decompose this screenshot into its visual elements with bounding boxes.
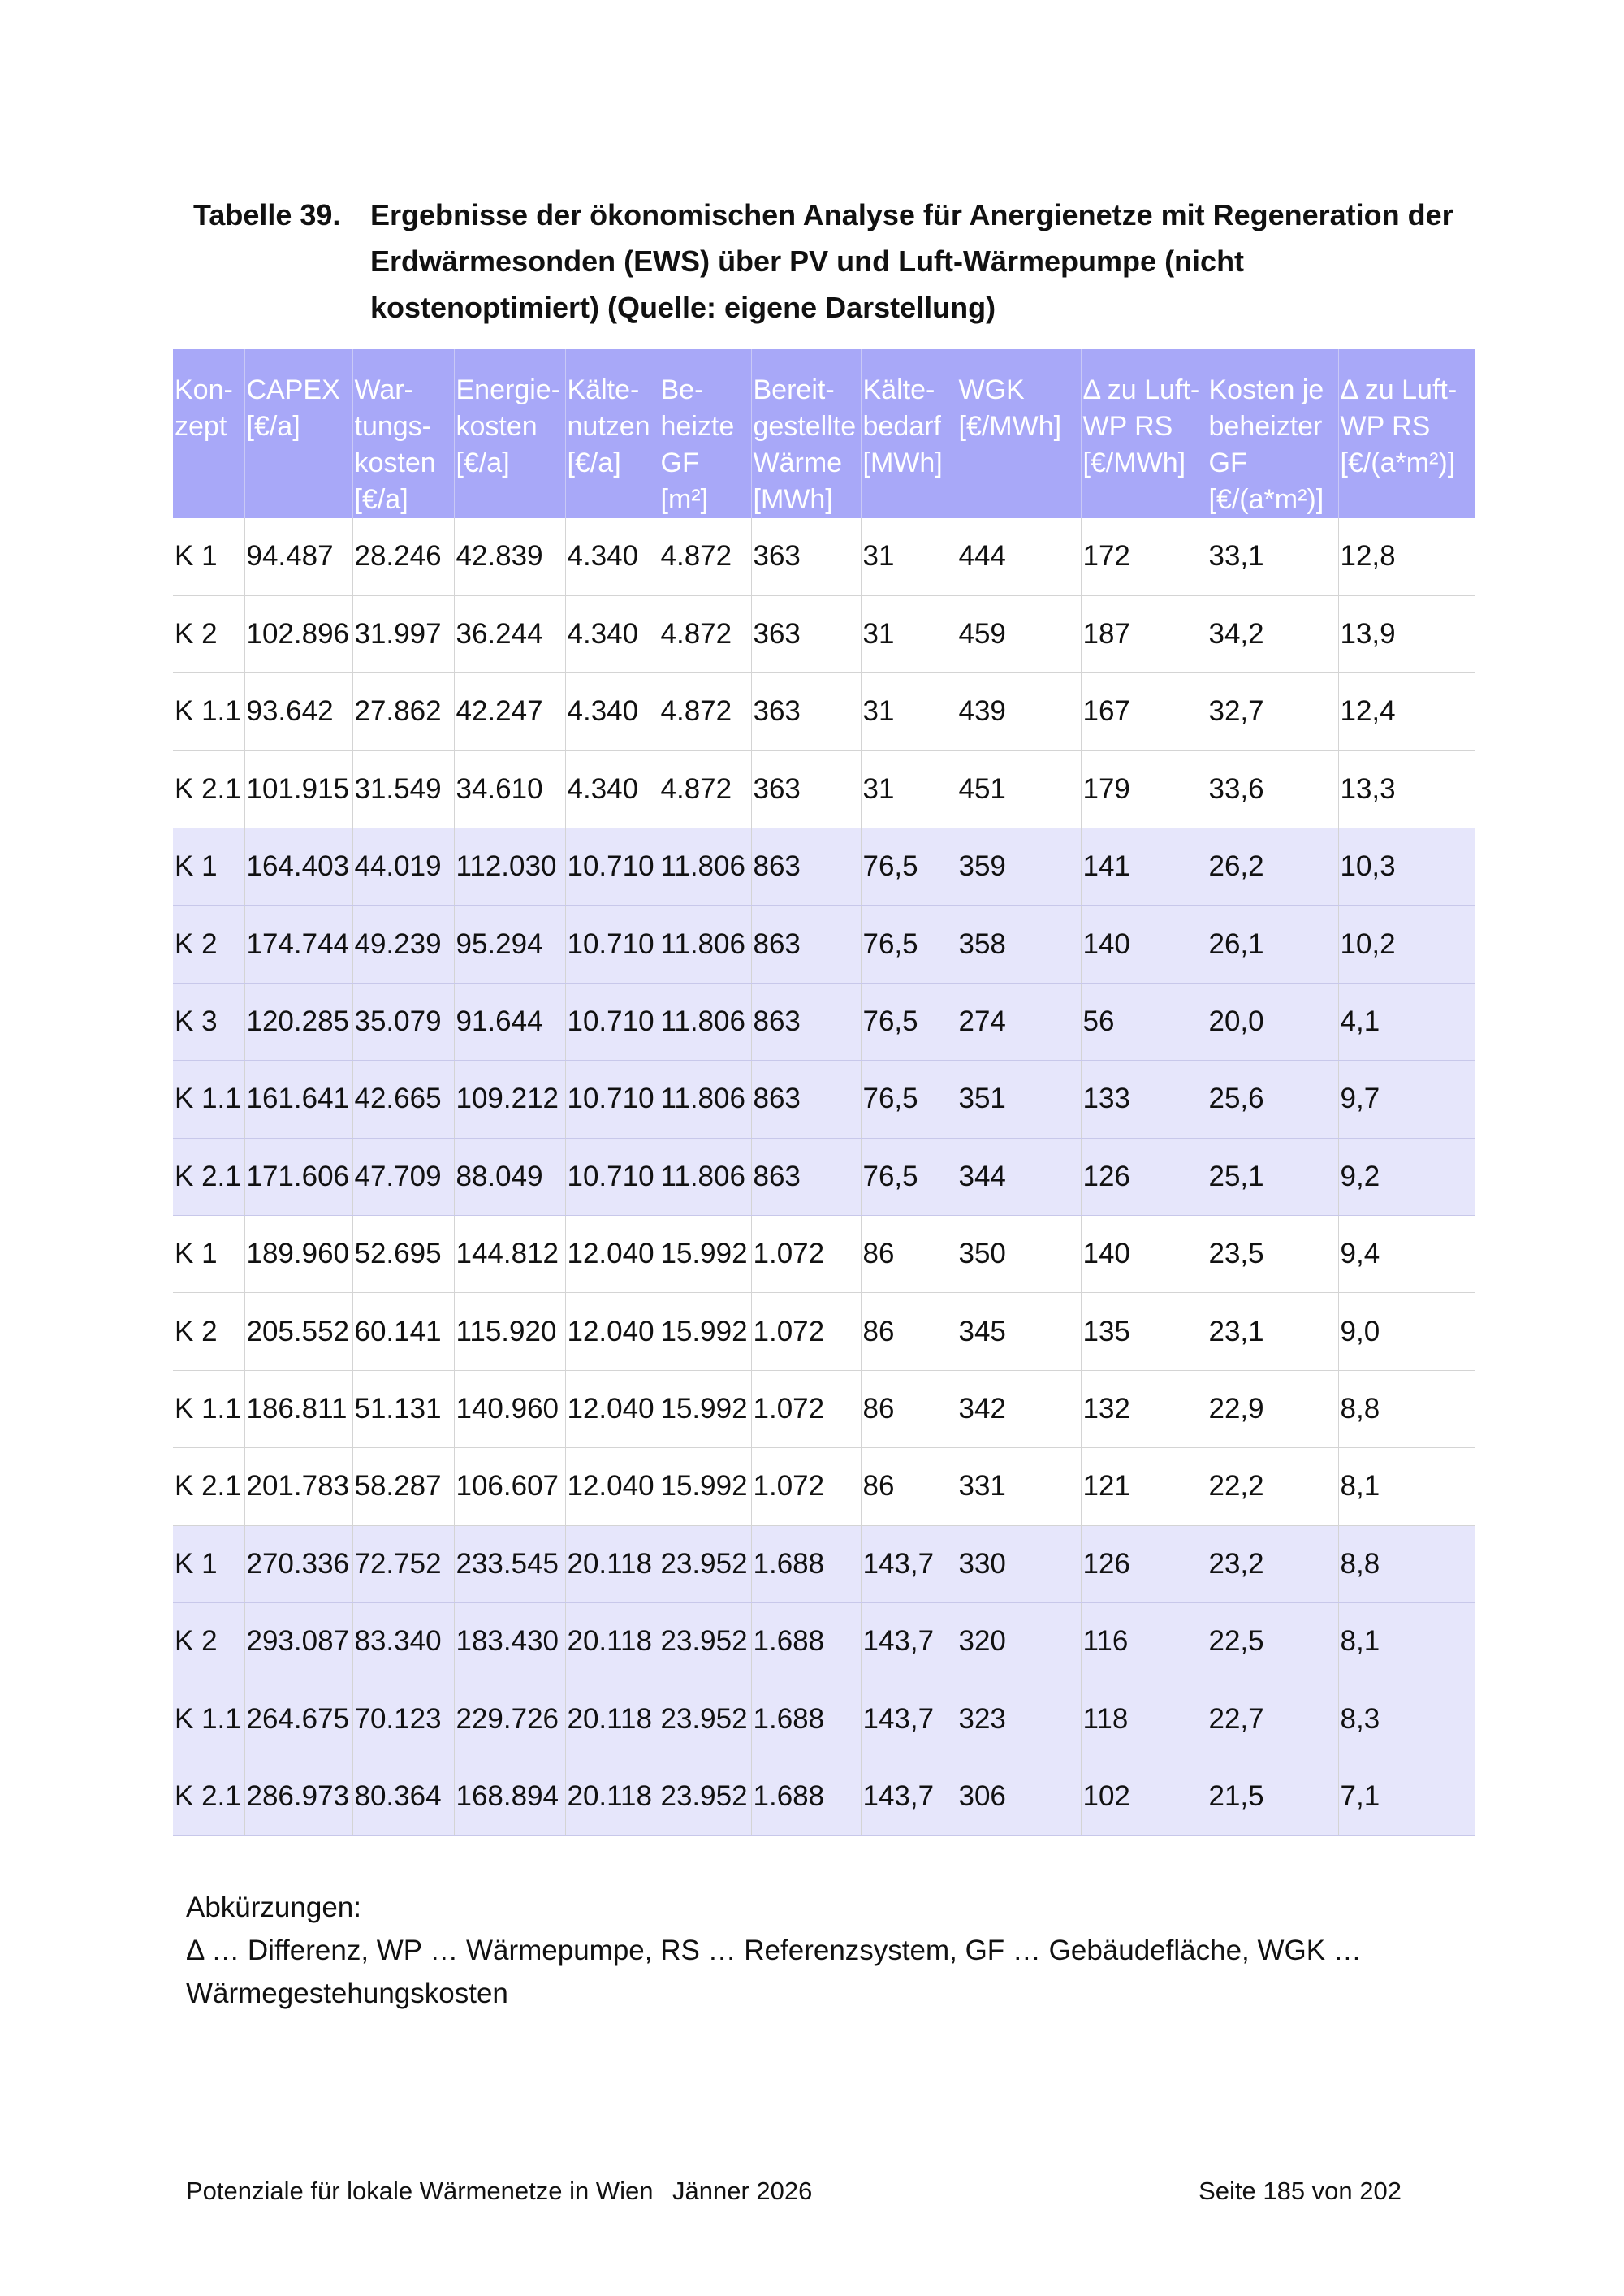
table-cell: 270.336	[244, 1525, 352, 1602]
table-cell: 359	[957, 828, 1081, 906]
table-cell: 86	[861, 1293, 957, 1370]
table-cell: 51.131	[352, 1370, 454, 1447]
table-cell: 140	[1081, 906, 1207, 983]
column-header: Δ zu Luft-WP RS [€/MWh]	[1081, 349, 1207, 518]
table-cell: 4.872	[659, 673, 751, 750]
table-cell: 9,7	[1338, 1061, 1475, 1138]
table-cell: 4.340	[565, 595, 659, 672]
table-cell: 1.688	[751, 1680, 861, 1758]
table-row	[173, 1602, 1475, 1680]
table-cell: 863	[751, 1138, 861, 1215]
table-cell: 189.960	[244, 1216, 352, 1293]
table-cell: 126	[1081, 1525, 1207, 1602]
table-cell: 201.783	[244, 1448, 352, 1525]
table-cell: 4.340	[565, 750, 659, 828]
table-row	[173, 1138, 1475, 1215]
table-cell: 91.644	[454, 983, 565, 1060]
abbreviations	[186, 1886, 1453, 2015]
table-cell: 31.997	[352, 595, 454, 672]
concept-cell: K 1.1	[173, 673, 244, 750]
results-table	[173, 349, 1475, 1836]
abbreviations-text: Δ … Differenz, WP … Wärmepumpe, RS … Referenzsystem, GF … Gebäudefläche, WGK … Wärmegestehungskosten	[186, 1935, 1362, 2009]
table-cell: 286.973	[244, 1758, 352, 1835]
table-row	[173, 1680, 1475, 1758]
concept-cell: K 2.1	[173, 1448, 244, 1525]
table-row	[173, 1370, 1475, 1447]
table-cell: 350	[957, 1216, 1081, 1293]
table-cell: 451	[957, 750, 1081, 828]
table-cell: 1.688	[751, 1602, 861, 1680]
concept-cell: K 2	[173, 906, 244, 983]
concept-cell: K 2.1	[173, 1758, 244, 1835]
table-row	[173, 1293, 1475, 1370]
table-cell: 10.710	[565, 1138, 659, 1215]
concept-cell: K 2.1	[173, 750, 244, 828]
table-cell: 12,4	[1338, 673, 1475, 750]
table-cell: 174.744	[244, 906, 352, 983]
table-cell: 76,5	[861, 1138, 957, 1215]
table-cell: 15.992	[659, 1216, 751, 1293]
table-cell: 358	[957, 906, 1081, 983]
table-cell: 161.641	[244, 1061, 352, 1138]
table-cell: 31	[861, 518, 957, 595]
table-row	[173, 1525, 1475, 1602]
table-cell: 10.710	[565, 906, 659, 983]
concept-cell: K 1.1	[173, 1061, 244, 1138]
table-cell: 28.246	[352, 518, 454, 595]
table-row	[173, 673, 1475, 750]
table-cell: 229.726	[454, 1680, 565, 1758]
table-cell: 94.487	[244, 518, 352, 595]
concept-cell: K 1	[173, 1216, 244, 1293]
table-cell: 187	[1081, 595, 1207, 672]
table-cell: 25,6	[1207, 1061, 1338, 1138]
table-cell: 22,9	[1207, 1370, 1338, 1447]
table-row	[173, 595, 1475, 672]
table-cell: 4,1	[1338, 983, 1475, 1060]
table-cell: 35.079	[352, 983, 454, 1060]
table-cell: 1.072	[751, 1293, 861, 1370]
table-cell: 323	[957, 1680, 1081, 1758]
concept-cell: K 1	[173, 1525, 244, 1602]
table-cell: 4.872	[659, 750, 751, 828]
table-cell: 22,2	[1207, 1448, 1338, 1525]
column-header: Be-heizte GF [m²]	[659, 349, 751, 518]
table-cell: 293.087	[244, 1602, 352, 1680]
table-cell: 4.340	[565, 673, 659, 750]
table-cell: 11.806	[659, 983, 751, 1060]
table-cell: 12.040	[565, 1370, 659, 1447]
table-cell: 186.811	[244, 1370, 352, 1447]
table-cell: 93.642	[244, 673, 352, 750]
table-cell: 72.752	[352, 1525, 454, 1602]
table-cell: 8,3	[1338, 1680, 1475, 1758]
table-cell: 363	[751, 673, 861, 750]
table-cell: 143,7	[861, 1602, 957, 1680]
table-cell: 171.606	[244, 1138, 352, 1215]
table-cell: 168.894	[454, 1758, 565, 1835]
table-cell: 8,1	[1338, 1448, 1475, 1525]
table-cell: 1.072	[751, 1448, 861, 1525]
table-cell: 8,1	[1338, 1602, 1475, 1680]
concept-cell: K 1	[173, 828, 244, 906]
table-cell: 95.294	[454, 906, 565, 983]
table-cell: 52.695	[352, 1216, 454, 1293]
table-cell: 21,5	[1207, 1758, 1338, 1835]
table-cell: 863	[751, 983, 861, 1060]
table-cell: 101.915	[244, 750, 352, 828]
table-cell: 23.952	[659, 1758, 751, 1835]
concept-cell: K 2	[173, 1602, 244, 1680]
table-cell: 11.806	[659, 828, 751, 906]
table-cell: 86	[861, 1216, 957, 1293]
table-cell: 330	[957, 1525, 1081, 1602]
table-cell: 23.952	[659, 1602, 751, 1680]
table-cell: 1.688	[751, 1525, 861, 1602]
table-cell: 23,5	[1207, 1216, 1338, 1293]
table-cell: 15.992	[659, 1448, 751, 1525]
table-cell: 1.688	[751, 1758, 861, 1835]
table-cell: 20.118	[565, 1758, 659, 1835]
table-cell: 102	[1081, 1758, 1207, 1835]
table-cell: 22,7	[1207, 1680, 1338, 1758]
table-cell: 331	[957, 1448, 1081, 1525]
table-cell: 9,4	[1338, 1216, 1475, 1293]
table-cell: 34,2	[1207, 595, 1338, 672]
table-row	[173, 1758, 1475, 1835]
table-cell: 23,1	[1207, 1293, 1338, 1370]
column-header: WGK [€/MWh]	[957, 349, 1081, 518]
table-cell: 23,2	[1207, 1525, 1338, 1602]
table-cell: 31	[861, 595, 957, 672]
table-cell: 8,8	[1338, 1370, 1475, 1447]
table-cell: 12,8	[1338, 518, 1475, 595]
table-cell: 58.287	[352, 1448, 454, 1525]
column-header: War-tungs-kosten [€/a]	[352, 349, 454, 518]
caption-text: Ergebnisse der ökonomischen Analyse für Anergienetze mit Regeneration der Erdwärmesonden (EWS) über PV und Luft-Wärmepumpe (nicht kostenoptimiert) (Quelle: eigene Darstellung)	[370, 198, 1453, 324]
table-cell: 36.244	[454, 595, 565, 672]
table-cell: 179	[1081, 750, 1207, 828]
table-cell: 4.340	[565, 518, 659, 595]
table-cell: 25,1	[1207, 1138, 1338, 1215]
table-cell: 23.952	[659, 1680, 751, 1758]
column-header: Kälte-bedarf [MWh]	[861, 349, 957, 518]
table-cell: 11.806	[659, 906, 751, 983]
concept-cell: K 1.1	[173, 1680, 244, 1758]
table-row	[173, 906, 1475, 983]
abbreviations-heading: Abkürzungen:	[186, 1892, 361, 1923]
table-cell: 47.709	[352, 1138, 454, 1215]
table-row	[173, 750, 1475, 828]
table-cell: 83.340	[352, 1602, 454, 1680]
table-cell: 10,2	[1338, 906, 1475, 983]
concept-cell: K 2	[173, 595, 244, 672]
table-cell: 143,7	[861, 1680, 957, 1758]
table-cell: 1.072	[751, 1370, 861, 1447]
table-cell: 13,9	[1338, 595, 1475, 672]
table-cell: 8,8	[1338, 1525, 1475, 1602]
table-cell: 132	[1081, 1370, 1207, 1447]
table-cell: 863	[751, 906, 861, 983]
table-cell: 42.839	[454, 518, 565, 595]
table-cell: 88.049	[454, 1138, 565, 1215]
table-cell: 1.072	[751, 1216, 861, 1293]
table-cell: 26,1	[1207, 906, 1338, 983]
table-cell: 11.806	[659, 1061, 751, 1138]
table-body	[173, 518, 1475, 1836]
table-cell: 80.364	[352, 1758, 454, 1835]
table-cell: 205.552	[244, 1293, 352, 1370]
table-cell: 12.040	[565, 1216, 659, 1293]
table-cell: 102.896	[244, 595, 352, 672]
table-cell: 140.960	[454, 1370, 565, 1447]
table-cell: 106.607	[454, 1448, 565, 1525]
table-cell: 9,2	[1338, 1138, 1475, 1215]
table-cell: 10.710	[565, 983, 659, 1060]
table-cell: 143,7	[861, 1525, 957, 1602]
table-cell: 109.212	[454, 1061, 565, 1138]
table-cell: 233.545	[454, 1525, 565, 1602]
column-header: Kosten je beheizter GF [€/(a*m²)]	[1207, 349, 1338, 518]
table-cell: 15.992	[659, 1293, 751, 1370]
table-cell: 27.862	[352, 673, 454, 750]
table-cell: 459	[957, 595, 1081, 672]
table-cell: 11.806	[659, 1138, 751, 1215]
table-cell: 140	[1081, 1216, 1207, 1293]
table-cell: 120.285	[244, 983, 352, 1060]
table-cell: 344	[957, 1138, 1081, 1215]
concept-cell: K 3	[173, 983, 244, 1060]
table-cell: 444	[957, 518, 1081, 595]
table-cell: 133	[1081, 1061, 1207, 1138]
column-header: Bereit-gestellte Wärme [MWh]	[751, 349, 861, 518]
table-cell: 320	[957, 1602, 1081, 1680]
table-header-row	[173, 349, 1475, 518]
table-cell: 264.675	[244, 1680, 352, 1758]
table-cell: 126	[1081, 1138, 1207, 1215]
table-cell: 10.710	[565, 1061, 659, 1138]
footer-title: Potenziale für lokale Wärmenetze in Wien	[186, 2177, 654, 2205]
table-cell: 20.118	[565, 1525, 659, 1602]
table-cell: 12.040	[565, 1448, 659, 1525]
table-cell: 9,0	[1338, 1293, 1475, 1370]
column-header: Kälte-nutzen [€/a]	[565, 349, 659, 518]
table-cell: 76,5	[861, 1061, 957, 1138]
table-cell: 306	[957, 1758, 1081, 1835]
table-cell: 183.430	[454, 1602, 565, 1680]
table-cell: 10,3	[1338, 828, 1475, 906]
concept-cell: K 2	[173, 1293, 244, 1370]
table-cell: 20.118	[565, 1680, 659, 1758]
table-cell: 4.872	[659, 518, 751, 595]
table-cell: 15.992	[659, 1370, 751, 1447]
table-cell: 118	[1081, 1680, 1207, 1758]
table-cell: 144.812	[454, 1216, 565, 1293]
table-cell: 86	[861, 1370, 957, 1447]
table-cell: 345	[957, 1293, 1081, 1370]
table-cell: 76,5	[861, 828, 957, 906]
table-cell: 141	[1081, 828, 1207, 906]
caption-label: Tabelle 39.	[193, 198, 341, 231]
concept-cell: K 1.1	[173, 1370, 244, 1447]
table-cell: 31	[861, 750, 957, 828]
table-cell: 32,7	[1207, 673, 1338, 750]
table-cell: 363	[751, 518, 861, 595]
table-cell: 363	[751, 595, 861, 672]
table-cell: 863	[751, 828, 861, 906]
table-cell: 112.030	[454, 828, 565, 906]
table-cell: 44.019	[352, 828, 454, 906]
table-cell: 26,2	[1207, 828, 1338, 906]
table-row	[173, 518, 1475, 595]
table-cell: 439	[957, 673, 1081, 750]
table-cell: 121	[1081, 1448, 1207, 1525]
table-cell: 31	[861, 673, 957, 750]
table-cell: 70.123	[352, 1680, 454, 1758]
table-cell: 22,5	[1207, 1602, 1338, 1680]
table-cell: 42.665	[352, 1061, 454, 1138]
column-header: Δ zu Luft-WP RS [€/(a*m²)]	[1338, 349, 1475, 518]
footer-page-number: Seite 185 von 202	[1199, 2177, 1402, 2205]
table-cell: 7,1	[1338, 1758, 1475, 1835]
table-cell: 172	[1081, 518, 1207, 595]
table-cell: 863	[751, 1061, 861, 1138]
table-caption	[193, 192, 1476, 331]
table-row	[173, 1448, 1475, 1525]
table-cell: 167	[1081, 673, 1207, 750]
table-cell: 342	[957, 1370, 1081, 1447]
concept-cell: K 2.1	[173, 1138, 244, 1215]
table-cell: 4.872	[659, 595, 751, 672]
table-cell: 49.239	[352, 906, 454, 983]
table-cell: 351	[957, 1061, 1081, 1138]
table-cell: 33,6	[1207, 750, 1338, 828]
table-cell: 116	[1081, 1602, 1207, 1680]
table-cell: 20,0	[1207, 983, 1338, 1060]
table-cell: 76,5	[861, 906, 957, 983]
concept-cell: K 1	[173, 518, 244, 595]
table-cell: 76,5	[861, 983, 957, 1060]
table-cell: 363	[751, 750, 861, 828]
table-cell: 164.403	[244, 828, 352, 906]
table-cell: 56	[1081, 983, 1207, 1060]
table-row	[173, 1061, 1475, 1138]
table-cell: 13,3	[1338, 750, 1475, 828]
table-cell: 274	[957, 983, 1081, 1060]
table-cell: 23.952	[659, 1525, 751, 1602]
column-header: Kon-zept	[173, 349, 244, 518]
table-row	[173, 1216, 1475, 1293]
table-cell: 10.710	[565, 828, 659, 906]
table-cell: 115.920	[454, 1293, 565, 1370]
table-cell: 12.040	[565, 1293, 659, 1370]
table-cell: 31.549	[352, 750, 454, 828]
table-row	[173, 983, 1475, 1060]
column-header: Energie-kosten [€/a]	[454, 349, 565, 518]
table-cell: 42.247	[454, 673, 565, 750]
table-cell: 143,7	[861, 1758, 957, 1835]
table-row	[173, 828, 1475, 906]
table-cell: 135	[1081, 1293, 1207, 1370]
table-cell: 20.118	[565, 1602, 659, 1680]
table-cell: 60.141	[352, 1293, 454, 1370]
column-header: CAPEX [€/a]	[244, 349, 352, 518]
table-cell: 33,1	[1207, 518, 1338, 595]
footer-date: Jänner 2026	[672, 2177, 813, 2205]
table-cell: 34.610	[454, 750, 565, 828]
table-cell: 86	[861, 1448, 957, 1525]
